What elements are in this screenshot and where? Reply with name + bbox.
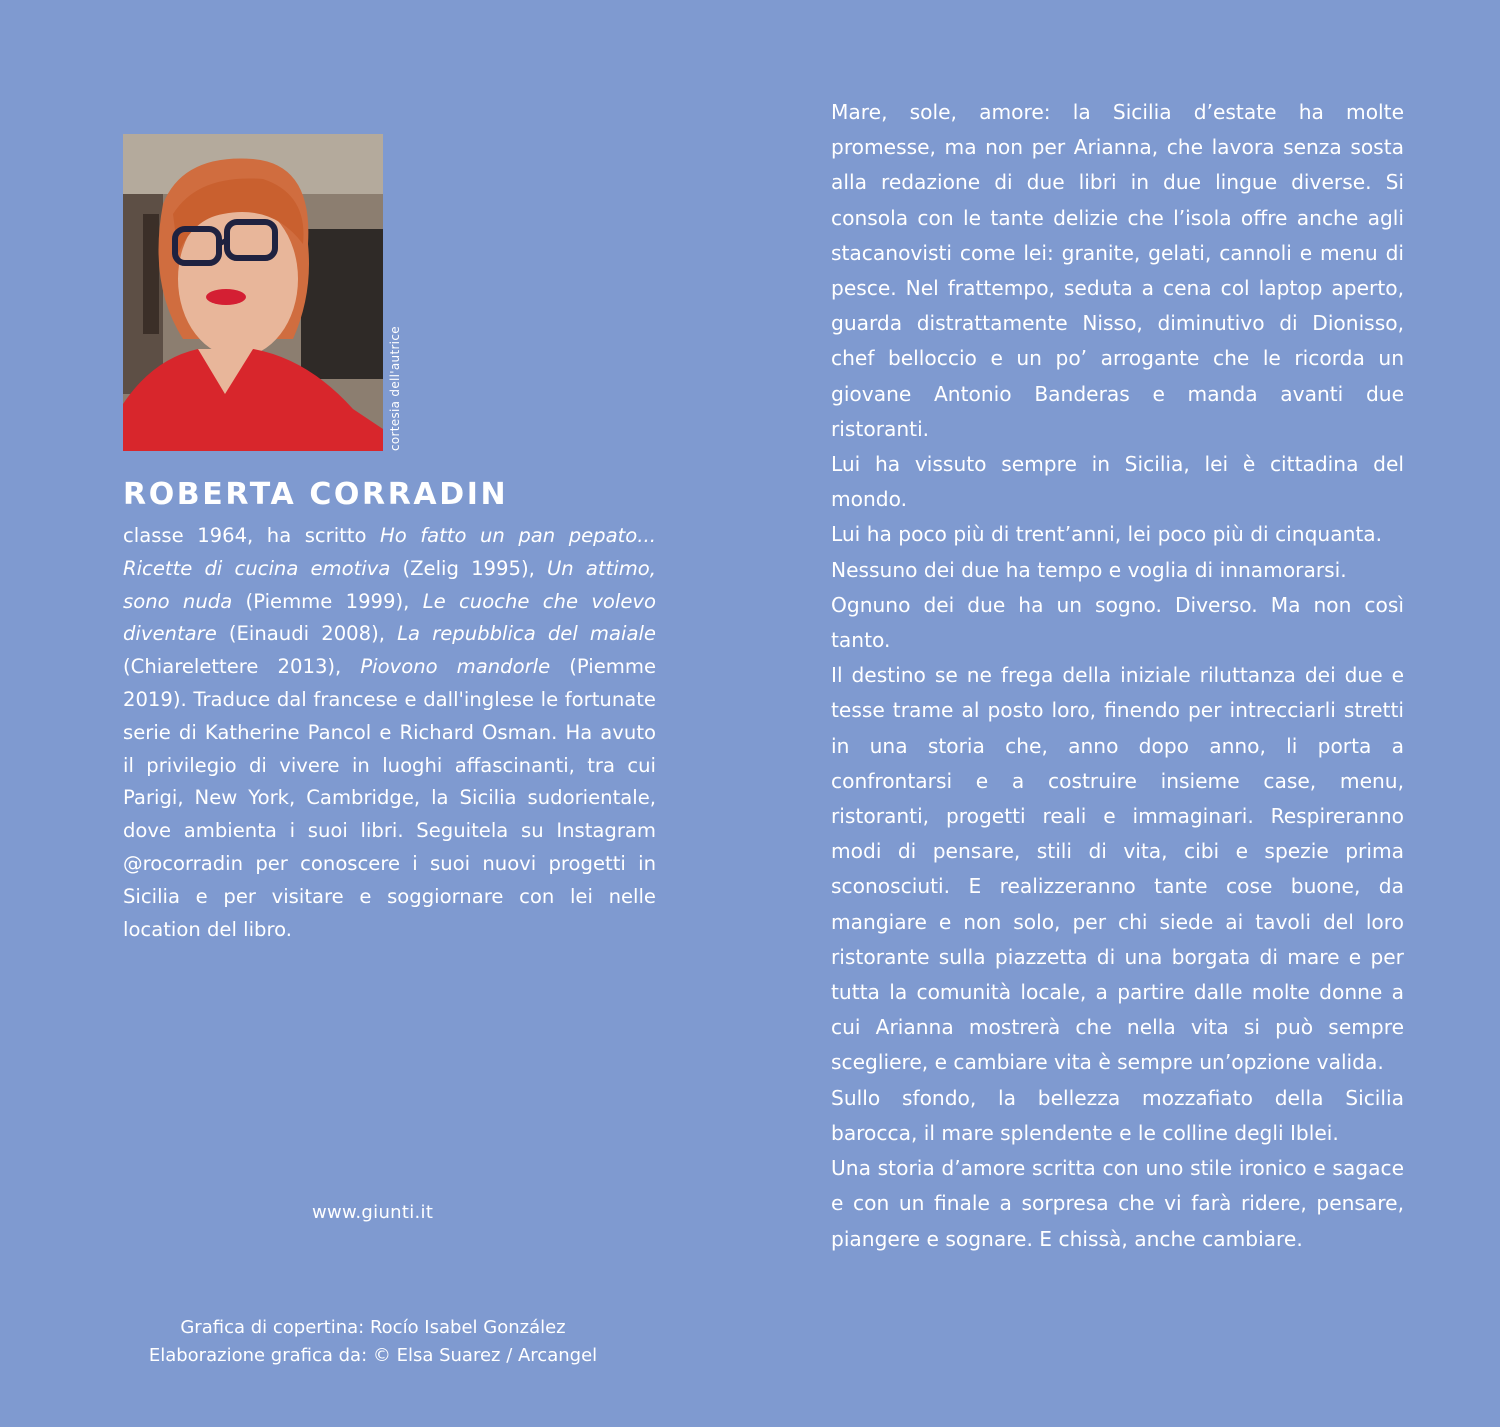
bio-text: (Einaudi 2008), — [216, 622, 398, 646]
blurb-paragraph: Lui ha vissuto sempre in Sicilia, lei è cittadina del mondo. — [831, 452, 1404, 512]
bio-text: (Piemme 1999), — [232, 589, 423, 613]
cover-design-credit: Grafica di copertina: Rocío Isabel González — [180, 1317, 566, 1338]
bio-text: classe 1964, ha scritto — [123, 524, 381, 547]
blurb-paragraph: Una storia d’amore scritta con uno stile ironico e sagace e con un finale a sorpresa che vi farà ridere, pensare, piangere e sognare. E chissà, anche cambiare. — [831, 1156, 1404, 1251]
bio-text: (Chiarelettere 2013), — [123, 655, 361, 679]
author-photo — [123, 134, 383, 451]
blurb-paragraph: Ognuno dei due ha un sogno. Diverso. Ma non così tanto. — [831, 592, 1404, 653]
author-name: ROBERTA CORRADIN — [123, 477, 509, 512]
blurb-paragraph: Mare, sole, amore: la Sicilia d’estate ha molte promesse, ma non per Arianna, che lavora senza sosta alla redazione di due libri in due lingue diverse. Si consola con le tante delizie che l’isola offre anche agli stacanovisti come lei: granite, gelati, cannoli e menu di pesce. Nel frattempo, seduta a cena col laptop aperto, guarda distrattamente Nisso, diminutivo di Dionisso, chef belloccio e un po’ arrogante che le ricorda un giovane Antonio Banderas e manda avanti due ristoranti. — [831, 100, 1404, 441]
bio-book-title: La repubblica del maiale — [397, 622, 656, 646]
blurb-paragraph: Nessuno dei due ha tempo e voglia di innamorarsi. — [831, 557, 1347, 582]
blurb-paragraph: Lui ha poco più di trent’anni, lei poco più di cinquanta. — [831, 522, 1383, 547]
author-portrait-image — [123, 134, 383, 451]
bio-book-title: Ho fatto un pan pepato... Ricette di cucina emotiva — [123, 524, 656, 580]
book-blurb — [831, 95, 1404, 1257]
graphic-elaboration-credit: Elaborazione grafica da: © Elsa Suarez / Arcangel — [148, 1345, 598, 1366]
blurb-paragraph: Il destino se ne frega della iniziale riluttanza dei due e tesse trame al posto loro, finendo per intrecciarli stretti in una storia che, anno dopo anno, li porta a confrontarsi e a costruire insieme case, menu, ristoranti, progetti reali e immaginari. Respireranno modi di pensare, stili di vita, cibi e spezie prima sconosciuti. E realizzeranno tante cose buone, da mangiare e non solo, per chi siede ai tavoli del loro ristorante sulla piazzetta di una borgata di mare e per tutta la comunità locale, a partire dalle molte donne a cui Arianna mostrerà che nella vita si può sempre scegliere, e cambiare vita è sempre un’opzione valida. — [831, 663, 1404, 1075]
bio-book-title: Un attimo, sono nuda — [123, 556, 656, 613]
bio-book-title: Piovono mandorle — [360, 655, 551, 679]
cover-credits — [123, 1314, 623, 1370]
author-bio — [123, 520, 656, 946]
bio-text: (Zelig 1995), — [390, 556, 547, 580]
website-link[interactable]: www.giunti.it — [312, 1202, 434, 1223]
photo-credit: cortesia dell'autrice — [388, 326, 402, 451]
blurb-paragraph: Sullo sfondo, la bellezza mozzafiato della Sicilia barocca, il mare splendente e le colline degli Iblei. — [831, 1085, 1404, 1145]
bio-book-title: Le cuoche che volevo diventare — [123, 589, 656, 646]
bio-text: (Piemme 2019). Traduce dal francese e dall'inglese le fortunate serie di Katherine Pancol e Richard Osman. Ha avuto il privilegio di vivere in luoghi affascinanti, tra cui Parigi, New York, Cambridge, la Sicilia sudorientale, dove ambienta i suoi libri. Seguitela su Instagram @rocorradin per conoscere i suoi nuovi progetti in Sicilia e per visitare e soggiornare con lei nelle location del libro. — [123, 655, 656, 941]
